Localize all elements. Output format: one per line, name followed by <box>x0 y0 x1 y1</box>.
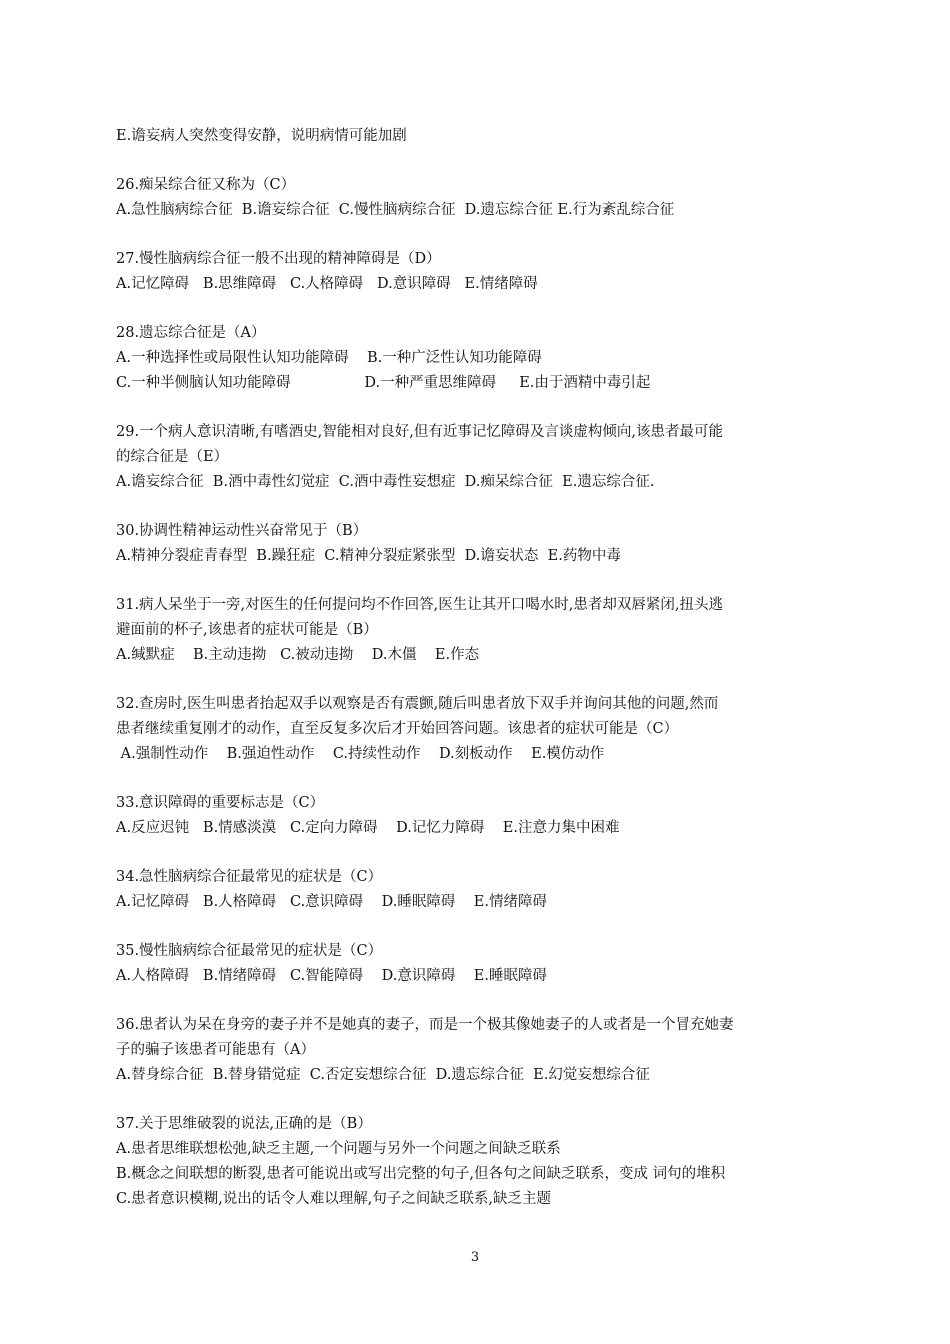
block-gap <box>116 767 836 791</box>
block-gap <box>116 989 836 1013</box>
question-block <box>116 173 836 223</box>
question-block <box>116 939 836 989</box>
text-line: 28.遗忘综合征是（A） <box>116 325 266 341</box>
question-block <box>116 1013 836 1088</box>
text-line: 36.患者认为呆在身旁的妻子并不是她真的妻子，而是一个极其像她妻子的人或者是一个冒充她妻 <box>116 1017 734 1033</box>
question-block <box>116 124 836 149</box>
block-gap <box>116 223 836 247</box>
text-line: A.记忆障碍 B.思维障碍 C.人格障碍 D.意识障碍 E.情绪障碍 <box>116 276 538 292</box>
text-line: 27.慢性脑病综合征一般不出现的精神障碍是（D） <box>116 251 441 267</box>
text-line: A.替身综合征 B.替身错觉症 C.否定妄想综合征 D.遗忘综合征 E.幻觉妄想综合征 <box>116 1067 650 1083</box>
text-line: C.患者意识模糊,说出的话令人难以理解,句子之间缺乏联系,缺乏主题 <box>116 1191 552 1207</box>
question-block <box>116 593 836 668</box>
text-line: C.一种半侧脑认知功能障碍 D.一种严重思维障碍 E.由于酒精中毒引起 <box>116 375 651 391</box>
block-gap <box>116 569 836 593</box>
text-line: 避面前的杯子,该患者的症状可能是（B） <box>116 622 378 638</box>
text-line: A.记忆障碍 B.人格障碍 C.意识障碍 D.睡眠障碍 E.情绪障碍 <box>116 894 547 910</box>
text-line: A.缄默症 B.主动违拗 C.被动违拗 D.木僵 E.作态 <box>116 647 480 663</box>
text-line: A.人格障碍 B.情绪障碍 C.智能障碍 D.意识障碍 E.睡眠障碍 <box>116 968 547 984</box>
text-line: 31.病人呆坐于一旁,对医生的任何提问均不作回答,医生让其开口喝水时,患者却双唇紧闭,扭头逃 <box>116 597 723 613</box>
question-block <box>116 247 836 297</box>
text-line: A.强制性动作 B.强迫性动作 C.持续性动作 D.刻板动作 E.模仿动作 <box>116 746 605 762</box>
text-line: 29.一个病人意识清晰,有嗜酒史,智能相对良好,但有近事记忆障碍及言谈虚构倾向,该患者最可能 <box>116 424 723 440</box>
question-block <box>116 692 836 767</box>
text-line: 34.急性脑病综合征最常见的症状是（C） <box>116 869 383 885</box>
question-list <box>116 124 836 1212</box>
question-block <box>116 1112 836 1212</box>
text-line: E.谵妄病人突然变得安静，说明病情可能加剧 <box>116 128 407 144</box>
block-gap <box>116 668 836 692</box>
text-line: 35.慢性脑病综合征最常见的症状是（C） <box>116 943 383 959</box>
text-line: 30.协调性精神运动性兴奋常见于（B） <box>116 523 368 539</box>
block-gap <box>116 495 836 519</box>
text-line: A.患者思维联想松弛,缺乏主题,一个问题与另外一个问题之间缺乏联系 <box>116 1141 561 1157</box>
block-gap <box>116 915 836 939</box>
text-line: 的综合征是（E） <box>116 449 229 465</box>
block-gap <box>116 396 836 420</box>
page-number: 3 <box>470 1250 480 1265</box>
text-line: A.精神分裂症青春型 B.躁狂症 C.精神分裂症紧张型 D.谵妄状态 E.药物中毒 <box>116 548 621 564</box>
question-block <box>116 420 836 495</box>
question-block <box>116 519 836 569</box>
block-gap <box>116 841 836 865</box>
text-line: A.急性脑病综合征 B.谵妄综合征 C.慢性脑病综合征 D.遗忘综合征 E.行为紊乱综合征 <box>116 202 675 218</box>
text-line: A.反应迟钝 B.情感淡漠 C.定向力障碍 D.记忆力障碍 E.注意力集中困难 <box>116 820 620 836</box>
block-gap <box>116 297 836 321</box>
question-block <box>116 791 836 841</box>
text-line: 37.关于思维破裂的说法,正确的是（B） <box>116 1116 372 1132</box>
text-line: 33.意识障碍的重要标志是（C） <box>116 795 325 811</box>
text-line: 子的骗子该患者可能患有（A） <box>116 1042 315 1058</box>
block-gap <box>116 1088 836 1112</box>
question-block <box>116 321 836 396</box>
text-line: B.概念之间联想的断裂,患者可能说出或写出完整的句子,但各句之间缺乏联系，变成 词句的堆积 <box>116 1166 726 1182</box>
question-block <box>116 865 836 915</box>
text-line: A.一种选择性或局限性认知功能障碍 B.一种广泛性认知功能障碍 <box>116 350 542 366</box>
text-line: 患者继续重复刚才的动作，直至反复多次后才开始回答问题。该患者的症状可能是（C） <box>116 721 679 737</box>
text-line: A.谵妄综合征 B.酒中毒性幻觉症 C.酒中毒性妄想症 D.痴呆综合征 E.遗忘综合征. <box>116 474 655 490</box>
text-line: 26.痴呆综合征又称为（C） <box>116 177 296 193</box>
text-line: 32.查房时,医生叫患者抬起双手以观察是否有震颤,随后叫患者放下双手并询问其他的问题,然而 <box>116 696 719 712</box>
block-gap <box>116 149 836 173</box>
